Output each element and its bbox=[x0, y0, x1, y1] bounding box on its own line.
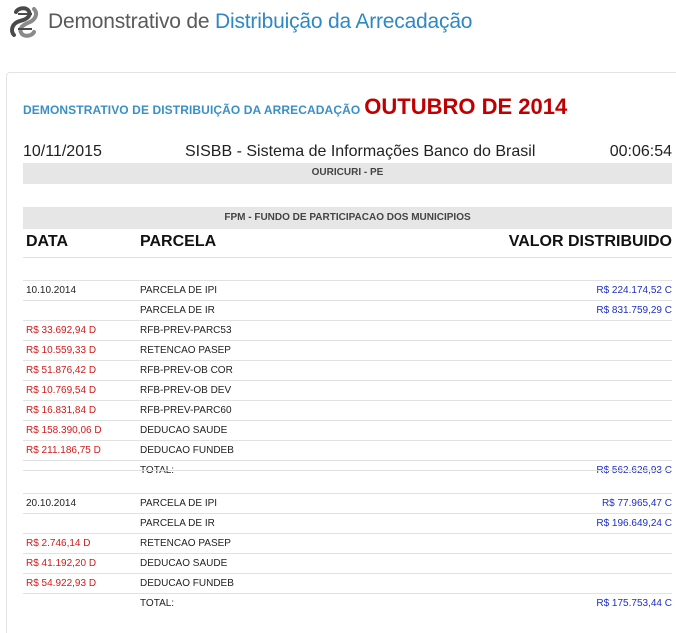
row-valor: R$ 562.626,93 C bbox=[596, 465, 672, 476]
row-valor: R$ 10.769,54 D bbox=[26, 385, 97, 396]
distribution-table-2 bbox=[23, 470, 672, 613]
table-row bbox=[23, 340, 672, 360]
page-title bbox=[48, 10, 472, 34]
report-title bbox=[23, 94, 663, 120]
row-parcela: PARCELA DE IR bbox=[140, 305, 215, 316]
row-valor: R$ 41.192,20 D bbox=[26, 558, 97, 569]
row-valor: R$ 33.692,94 D bbox=[26, 325, 97, 336]
table-row bbox=[23, 400, 672, 420]
row-valor: R$ 51.876,42 D bbox=[26, 365, 97, 376]
table-row bbox=[23, 320, 672, 340]
column-header-valor: VALOR DISTRIBUIDO bbox=[508, 233, 672, 250]
row-parcela: RFB-PREV-OB DEV bbox=[140, 385, 232, 396]
report-time: 00:06:54 bbox=[609, 143, 672, 160]
table-row bbox=[23, 573, 672, 593]
city-band: OURICURI - PE bbox=[23, 163, 672, 184]
report-system: SISBB - Sistema de Informações Banco do Brasil bbox=[185, 143, 536, 160]
row-valor: R$ 196.649,24 C bbox=[596, 518, 672, 529]
row-valor: R$ 16.831,84 D bbox=[26, 405, 97, 416]
row-parcela: TOTAL: bbox=[140, 598, 175, 609]
row-parcela: RETENCAO PASEP bbox=[140, 345, 231, 356]
column-header-parcela: PARCELA bbox=[140, 233, 217, 250]
row-valor: R$ 77.965,47 C bbox=[601, 498, 672, 509]
row-parcela: RFB-PREV-OB COR bbox=[140, 365, 233, 376]
row-valor: R$ 175.753,44 C bbox=[596, 598, 672, 609]
column-header-date: DATA bbox=[26, 233, 69, 250]
row-parcela: PARCELA DE IR bbox=[140, 518, 215, 529]
distribution-table-1 bbox=[23, 257, 672, 480]
table-row bbox=[23, 533, 672, 553]
table-row bbox=[23, 513, 672, 533]
row-parcela: TOTAL: bbox=[140, 465, 175, 476]
table-row bbox=[23, 553, 672, 573]
row-valor: R$ 10.559,33 D bbox=[26, 345, 97, 356]
row-parcela: PARCELA DE IPI bbox=[140, 285, 218, 296]
row-parcela: RFB-PREV-PARC53 bbox=[140, 325, 232, 336]
row-valor: R$ 54.922,93 D bbox=[26, 578, 97, 589]
row-valor: R$ 158.390,06 D bbox=[26, 425, 102, 436]
row-valor: R$ 211.186,75 D bbox=[26, 445, 101, 456]
table-row bbox=[23, 280, 672, 300]
row-valor: R$ 2.746,14 D bbox=[26, 538, 91, 549]
table-spacer bbox=[23, 257, 672, 280]
column-headers bbox=[23, 231, 672, 253]
row-parcela: DEDUCAO SAUDE bbox=[140, 425, 228, 436]
report-info-row bbox=[23, 143, 672, 163]
table-row bbox=[23, 593, 672, 613]
row-parcela: PARCELA DE IPI bbox=[140, 498, 218, 509]
dollar-logo-icon bbox=[8, 5, 42, 39]
table-row bbox=[23, 360, 672, 380]
table-spacer bbox=[23, 470, 672, 493]
row-parcela: DEDUCAO FUNDEB bbox=[140, 578, 234, 589]
table-row bbox=[23, 440, 672, 460]
row-parcela: RETENCAO PASEP bbox=[140, 538, 231, 549]
page-title-accent: Distribuição da Arrecadação bbox=[215, 10, 473, 33]
row-parcela: RFB-PREV-PARC60 bbox=[140, 405, 232, 416]
table-row bbox=[23, 380, 672, 400]
row-parcela: DEDUCAO FUNDEB bbox=[140, 445, 234, 456]
fund-band: FPM - FUNDO DE PARTICIPACAO DOS MUNICIPIOS bbox=[23, 207, 672, 229]
table-row bbox=[23, 420, 672, 440]
row-parcela: DEDUCAO SAUDE bbox=[140, 558, 228, 569]
row-date: 20.10.2014 bbox=[26, 498, 77, 509]
report-period: OUTUBRO DE 2014 bbox=[364, 94, 568, 119]
report-label: DEMONSTRATIVO DE DISTRIBUIÇÃO DA ARRECADAÇÃO bbox=[23, 103, 361, 117]
row-valor: R$ 224.174,52 C bbox=[596, 285, 672, 296]
page-header bbox=[8, 4, 676, 40]
table-row bbox=[23, 300, 672, 320]
row-valor: R$ 831.759,29 C bbox=[596, 305, 672, 316]
table-row bbox=[23, 493, 672, 513]
row-date: 10.10.2014 bbox=[26, 285, 77, 296]
report-date: 10/11/2015 bbox=[23, 143, 102, 160]
page-title-prefix: Demonstrativo de bbox=[48, 10, 210, 33]
